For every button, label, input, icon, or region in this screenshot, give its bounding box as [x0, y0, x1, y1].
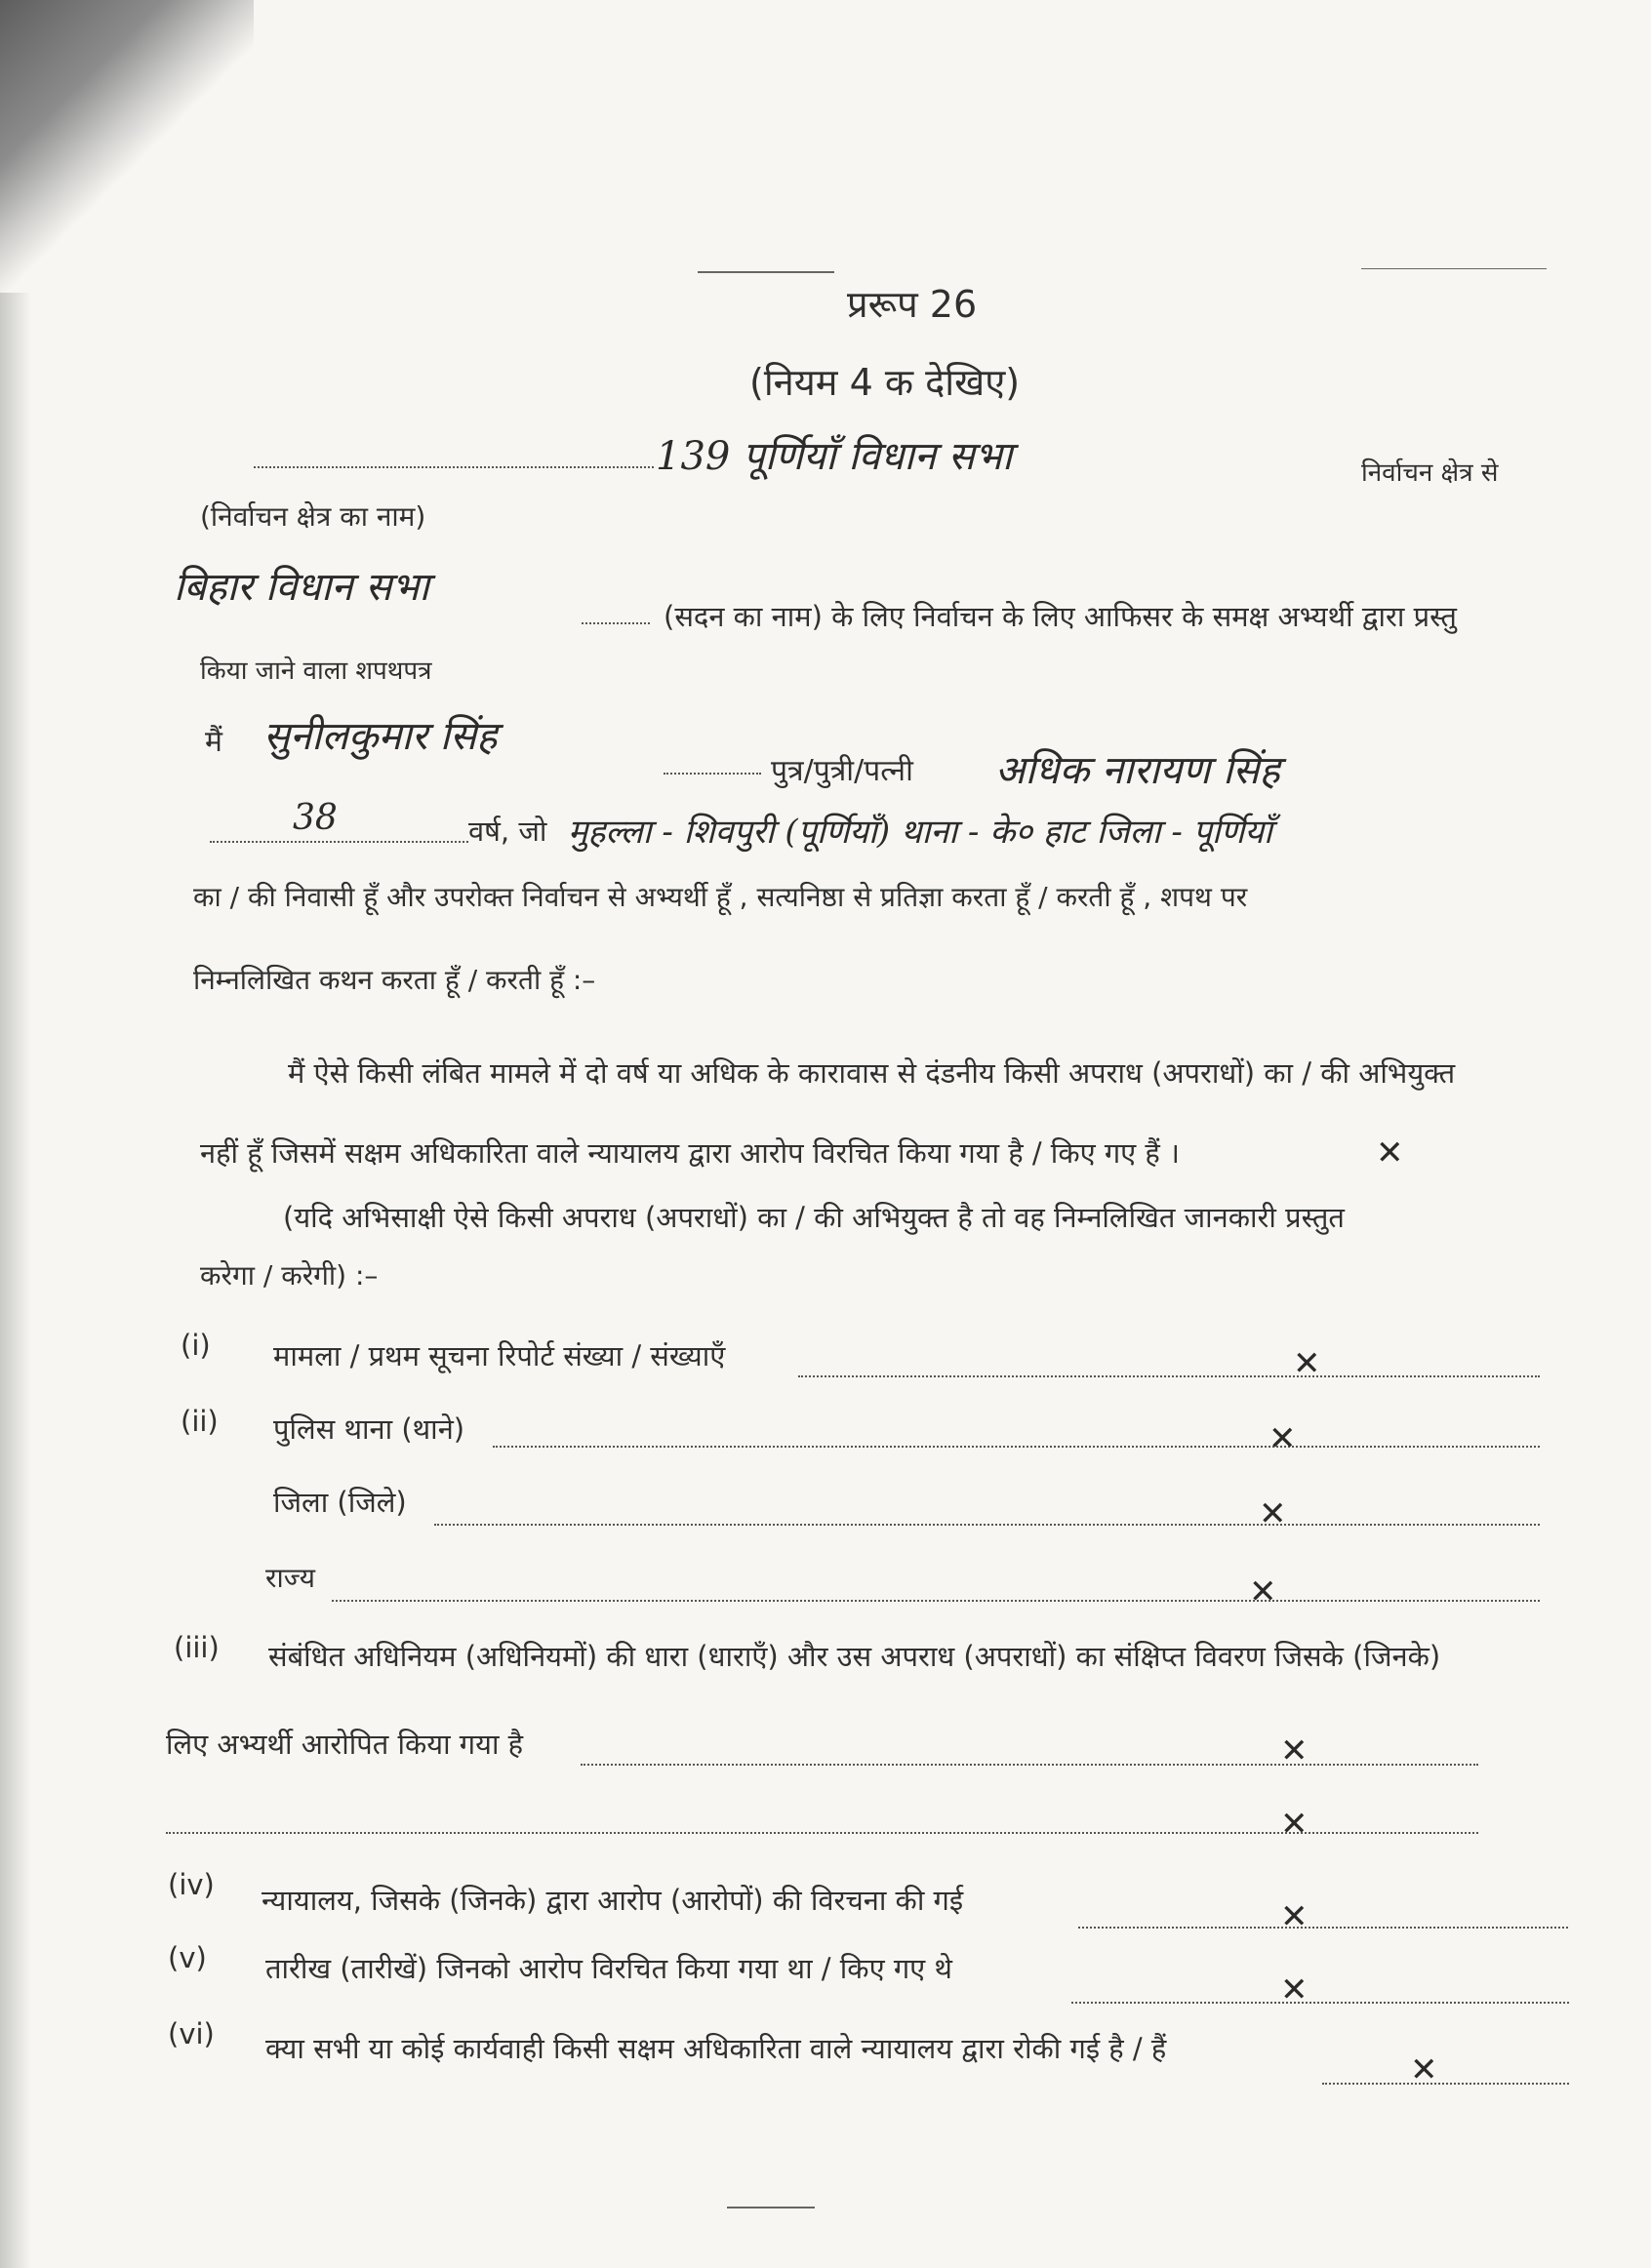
candidate-dots	[664, 773, 761, 775]
i-label: मैं	[205, 725, 222, 759]
constituency-name: 139 पूर्णियाँ विधान सभा	[656, 434, 1013, 479]
cross-mark-state: ✕	[1249, 1572, 1277, 1611]
constituency-note: (निर्वाचन क्षेत्र का नाम)	[200, 500, 426, 533]
house-dots	[582, 622, 650, 624]
form-subtitle: (नियम 4 क देखिए)	[749, 361, 1021, 404]
resident-line: का / की निवासी हूँ और उपरोक्त निर्वाचन से अभ्यर्थी हूँ , सत्यनिष्ठा से प्रतिज्ञा करता हूँ / करती हूँ , शपथ पर	[193, 881, 1248, 913]
item-ii-text: पुलिस थाना (थाने)	[273, 1413, 465, 1446]
age: 38	[293, 798, 338, 838]
age-dots	[210, 841, 468, 843]
title-rule	[698, 271, 834, 273]
folded-corner-shadow	[0, 0, 254, 293]
address: मुहल्ला - शिवपुरी (पूर्णियाँ) थाना - के० हाट जिला - पूर्णियाँ	[568, 813, 1272, 852]
cross-mark-para1: ✕	[1376, 1134, 1404, 1173]
item-iii-text-2: लिए अभ्यर्थी आरोपित किया गया है	[166, 1728, 524, 1761]
item-vi-dots	[1322, 2083, 1569, 2085]
cross-mark-vi: ✕	[1410, 2050, 1438, 2089]
cross-mark-iv: ✕	[1280, 1897, 1309, 1936]
para2-line2: करेगा / करेगी) :–	[200, 1259, 379, 1292]
father-name: अधिक नारायण सिंह	[995, 748, 1280, 793]
item-i-dots	[798, 1375, 1540, 1377]
item-i-text: मामला / प्रथम सूचना रिपोर्ट संख्या / संख्याएँ	[273, 1339, 726, 1373]
statement-line: निम्नलिखित कथन करता हूँ / करती हूँ :–	[193, 964, 596, 996]
constituency-dots	[254, 466, 654, 468]
cross-mark-iii: ✕	[1280, 1731, 1309, 1771]
top-right-rule	[1361, 268, 1547, 269]
age-label: वर्ष, जो	[468, 815, 547, 848]
state-dots	[332, 1600, 1540, 1602]
left-edge-shadow	[0, 293, 31, 2268]
item-iii-dots	[581, 1764, 1478, 1766]
cross-mark-v: ✕	[1280, 1970, 1309, 2009]
district-label: जिला (जिले)	[273, 1486, 407, 1519]
item-ii-number: (ii)	[181, 1405, 219, 1438]
item-vi-text: क्या सभी या कोई कार्यवाही किसी सक्षम अधिकारिता वाले न्यायालय द्वारा रोकी गई है / हैं	[265, 2032, 1167, 2065]
item-vi-number: (vi)	[168, 2017, 215, 2050]
para1-line1: मैं ऐसे किसी लंबित मामले में दो वर्ष या अधिक के कारावास से दंडनीय किसी अपराध (अपराधों) का / की अभियुक्त	[288, 1056, 1456, 1090]
item-v-number: (v)	[168, 1941, 207, 1974]
cross-mark-ii: ✕	[1268, 1419, 1297, 1458]
form-title: प्ररूप 26	[847, 283, 978, 326]
cross-mark-iii-2: ✕	[1280, 1805, 1309, 1844]
district-dots	[434, 1524, 1540, 1526]
item-i-number: (i)	[181, 1329, 211, 1362]
cross-mark-district: ✕	[1259, 1494, 1287, 1533]
item-iv-text: न्यायालय, जिसके (जिनके) द्वारा आरोप (आरोपों) की विरचना की गई	[262, 1884, 964, 1917]
footer-rule	[727, 2207, 815, 2208]
house-name: बिहार विधान सभा	[174, 565, 429, 610]
para1-line2: नहीं हूँ जिसमें सक्षम अधिकारिता वाले न्यायालय द्वारा आरोप विरचित किया गया है / किए गए हैं ।	[200, 1136, 1181, 1170]
item-v-dots	[1071, 2002, 1569, 2004]
state-label: राज्य	[265, 1562, 315, 1594]
item-v-text: तारीख (तारीखें) जिनको आरोप विरचित किया गया था / किए गए थे	[265, 1952, 952, 1985]
para2-line1: (यदि अभिसाक्षी ऐसे किसी अपराध (अपराधों) का / की अभियुक्त है तो वह निम्नलिखित जानकारी प्रस्तुत	[283, 1201, 1345, 1234]
item-ii-dots	[493, 1446, 1540, 1448]
candidate-name: सुनीलकुमार सिंह	[263, 714, 498, 759]
item-iv-dots	[1078, 1927, 1568, 1929]
item-iv-number: (iv)	[168, 1868, 215, 1901]
constituency-label: निर्वाचन क्षेत्र से	[1361, 458, 1499, 488]
item-iii-text: संबंधित अधिनियम (अधिनियमों) की धारा (धाराएँ) और उस अपराध (अपराधों) का संक्षिप्त विवरण जिसके (जिनके)	[268, 1640, 1441, 1673]
cross-mark-i: ✕	[1293, 1344, 1321, 1383]
house-line: (सदन का नाम) के लिए निर्वाचन के लिए आफिसर के समक्ष अभ्यर्थी द्वारा प्रस्तु	[664, 600, 1457, 633]
item-iii-number: (iii)	[174, 1631, 220, 1664]
house-line-2: किया जाने वाला शपथपत्र	[200, 657, 432, 686]
relation-label: पुत्र/पुत्री/पत्नी	[771, 754, 913, 788]
